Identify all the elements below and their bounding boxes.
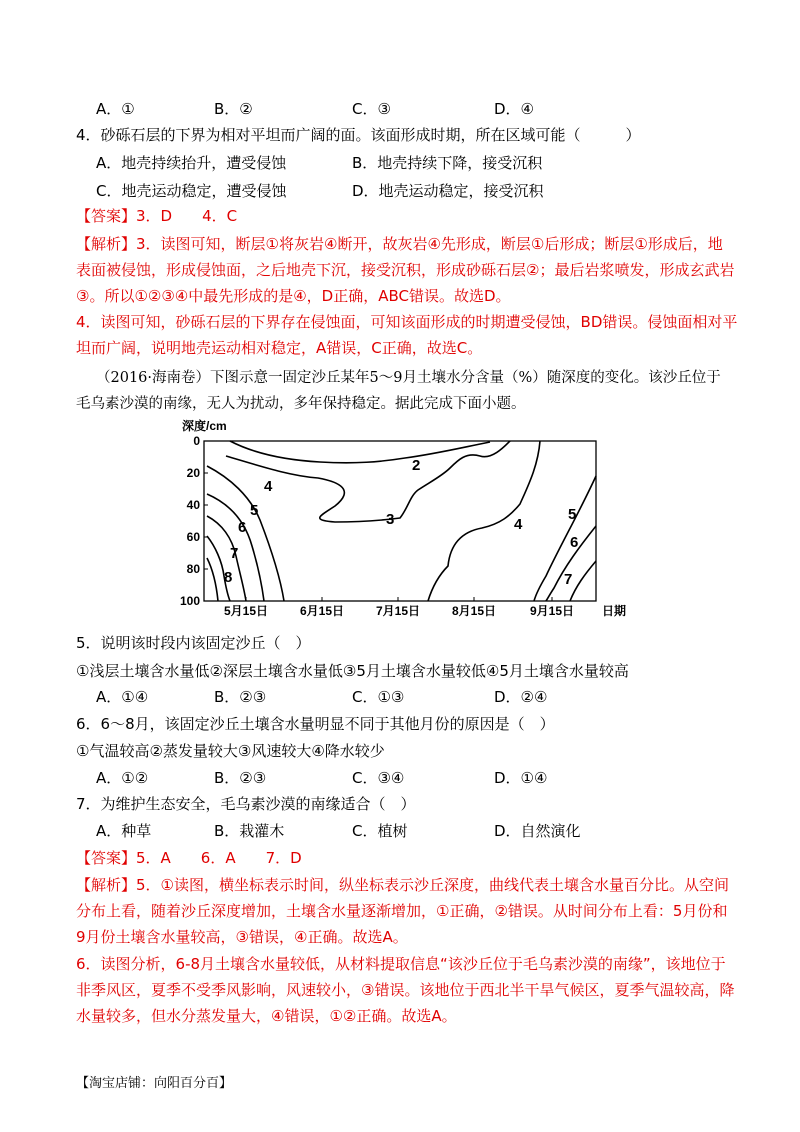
contour-label-4a: 4 (264, 478, 273, 495)
analysis-line: 非季风区，夏季不受季风影响，风速较小，③错误。该地位于西北半干旱气候区，夏季气温较高，降 (76, 981, 735, 999)
contour-4b (428, 441, 540, 601)
q7-option-c: C．植树 (352, 822, 408, 840)
q7-option-b: B．栽灌木 (214, 822, 285, 840)
q4-stem: 4．砂砾石层的下界为相对平坦而广阔的面。该面形成时期，所在区域可能（ ） (76, 126, 641, 144)
q7-option-a: A．种草 (96, 822, 152, 840)
q6-option-a: A．①② (96, 769, 149, 787)
y-tick-0: 0 (193, 434, 200, 448)
x-tick-sep15: 9月15日 (529, 604, 575, 618)
y-tick-80: 80 (186, 562, 200, 576)
contour-7b (570, 561, 596, 601)
plot-frame (204, 441, 596, 601)
q6-option-b: B．②③ (214, 769, 267, 787)
contour-label-7a: 7 (230, 545, 239, 562)
q5-option-c: C．①③ (352, 688, 405, 706)
q3-option-b: B．② (214, 100, 253, 118)
answer-5-7: 【答案】5．A 6．A 7．D (76, 849, 302, 867)
q4-option-d: D．地壳运动稳定，接受沉积 (352, 182, 544, 200)
y-axis-label: 深度/cm (182, 419, 227, 433)
analysis-line: ③。所以①②③④中最先形成的是④，D正确，ABC错误。故选D。 (76, 287, 511, 305)
analysis-line: 分布上看，随着沙丘深度增加，土壤含水量逐渐增加，①正确，②错误。从时间分布上看：5月份和 (76, 902, 728, 920)
q4-option-c: C．地壳运动稳定，遭受侵蚀 (96, 182, 287, 200)
soil-moisture-contour-chart (160, 416, 640, 626)
q4-option-b: B．地壳持续下降，接受沉积 (352, 154, 543, 172)
analysis-line: 4．读图可知，砂砾石层的下界存在侵蚀面，可知该面形成的时期遭受侵蚀，BD错误。侵蚀面相对平 (76, 313, 738, 331)
contour-label-7b: 7 (564, 571, 573, 588)
analysis-line: 6．读图分析，6-8月土壤含水量较低，从材料提取信息“该沙丘位于毛乌素沙漠的南缘”，该地位于 (76, 955, 726, 973)
q6-option-c: C．③④ (352, 769, 405, 787)
contour-label-5b: 5 (568, 506, 577, 523)
y-tick-60: 60 (186, 530, 200, 544)
q6-option-d: D．①④ (494, 769, 548, 787)
contour-2 (230, 441, 490, 463)
q7-option-d: D．自然演化 (494, 822, 581, 840)
y-tick-100: 100 (179, 594, 200, 608)
analysis-line: 表面被侵蚀，形成侵蚀面，之后地壳下沉，接受沉积，形成砂砾石层②；最后岩浆喷发，形成玄武岩 (76, 261, 735, 279)
contour-label-5a: 5 (250, 502, 259, 519)
x-axis-label: 日期 (602, 604, 627, 618)
analysis-line: 【解析】3．读图可知，断层①将灰岩④断开，故灰岩④先形成，断层①后形成；断层①形成后，地 (76, 235, 723, 253)
x-tick-aug15: 8月15日 (451, 604, 497, 618)
q6-statements: ①气温较高②蒸发量较大③风速较大④降水较少 (76, 742, 385, 760)
shop-footer: 【淘宝店铺：向阳百分百】 (76, 1076, 233, 1091)
q3-option-a: A．① (96, 100, 135, 118)
contour-label-8: 8 (224, 569, 233, 586)
analysis-line: 坦而广阔，说明地壳运动相对稳定，A错误，C正确，故选C。 (76, 339, 483, 357)
q3-option-c: C．③ (352, 100, 391, 118)
q5-statements: ①浅层土壤含水量低②深层土壤含水量低③5月土壤含水量较低④5月土壤含水量较高 (76, 662, 629, 680)
contour-label-4b: 4 (514, 516, 523, 533)
q5-option-b: B．②③ (214, 688, 267, 706)
y-tick-40: 40 (186, 498, 200, 512)
q3-option-d: D．④ (494, 100, 534, 118)
material-intro-line: 毛乌素沙漠的南缘，无人为扰动，多年保持稳定。据此完成下面小题。 (76, 396, 526, 412)
y-tick-20: 20 (186, 466, 200, 480)
analysis-line: 9月份土壤含水量较高，③错误，④正确。故选A。 (76, 928, 408, 946)
material-intro-line: （2016·海南卷）下图示意一固定沙丘某年5～9月土壤水分含量（%）随深度的变化。该沙丘位于 (96, 370, 721, 386)
x-tick-jul15: 7月15日 (375, 604, 421, 618)
answer-3-4: 【答案】3．D 4．C (76, 207, 238, 225)
contour-8 (207, 558, 218, 601)
x-tick-may15: 5月15日 (223, 604, 269, 618)
q6-stem: 6．6～8月，该固定沙丘土壤含水量明显不同于其他月份的原因是（ ） (76, 715, 555, 733)
q5-option-a: A．①④ (96, 688, 149, 706)
contour-label-6b: 6 (570, 534, 579, 551)
x-tick-jun15: 6月15日 (299, 604, 345, 618)
q5-option-d: D．②④ (494, 688, 548, 706)
analysis-line: 水量较多，但水分蒸发量大，④错误，①②正确。故选A。 (76, 1007, 457, 1025)
q7-stem: 7．为维护生态安全，毛乌素沙漠的南缘适合（ ） (76, 795, 416, 813)
analysis-line: 【解析】5．①读图，横坐标表示时间，纵坐标表示沙丘深度，曲线代表土壤含水量百分比。从空间 (76, 876, 729, 894)
q4-option-a: A．地壳持续抬升，遭受侵蚀 (96, 154, 287, 172)
contour-label-3: 3 (386, 511, 395, 528)
contour-label-2: 2 (412, 457, 421, 474)
q5-stem: 5．说明该时段内该固定沙丘（ ） (76, 634, 311, 652)
contour-label-6a: 6 (238, 519, 247, 536)
